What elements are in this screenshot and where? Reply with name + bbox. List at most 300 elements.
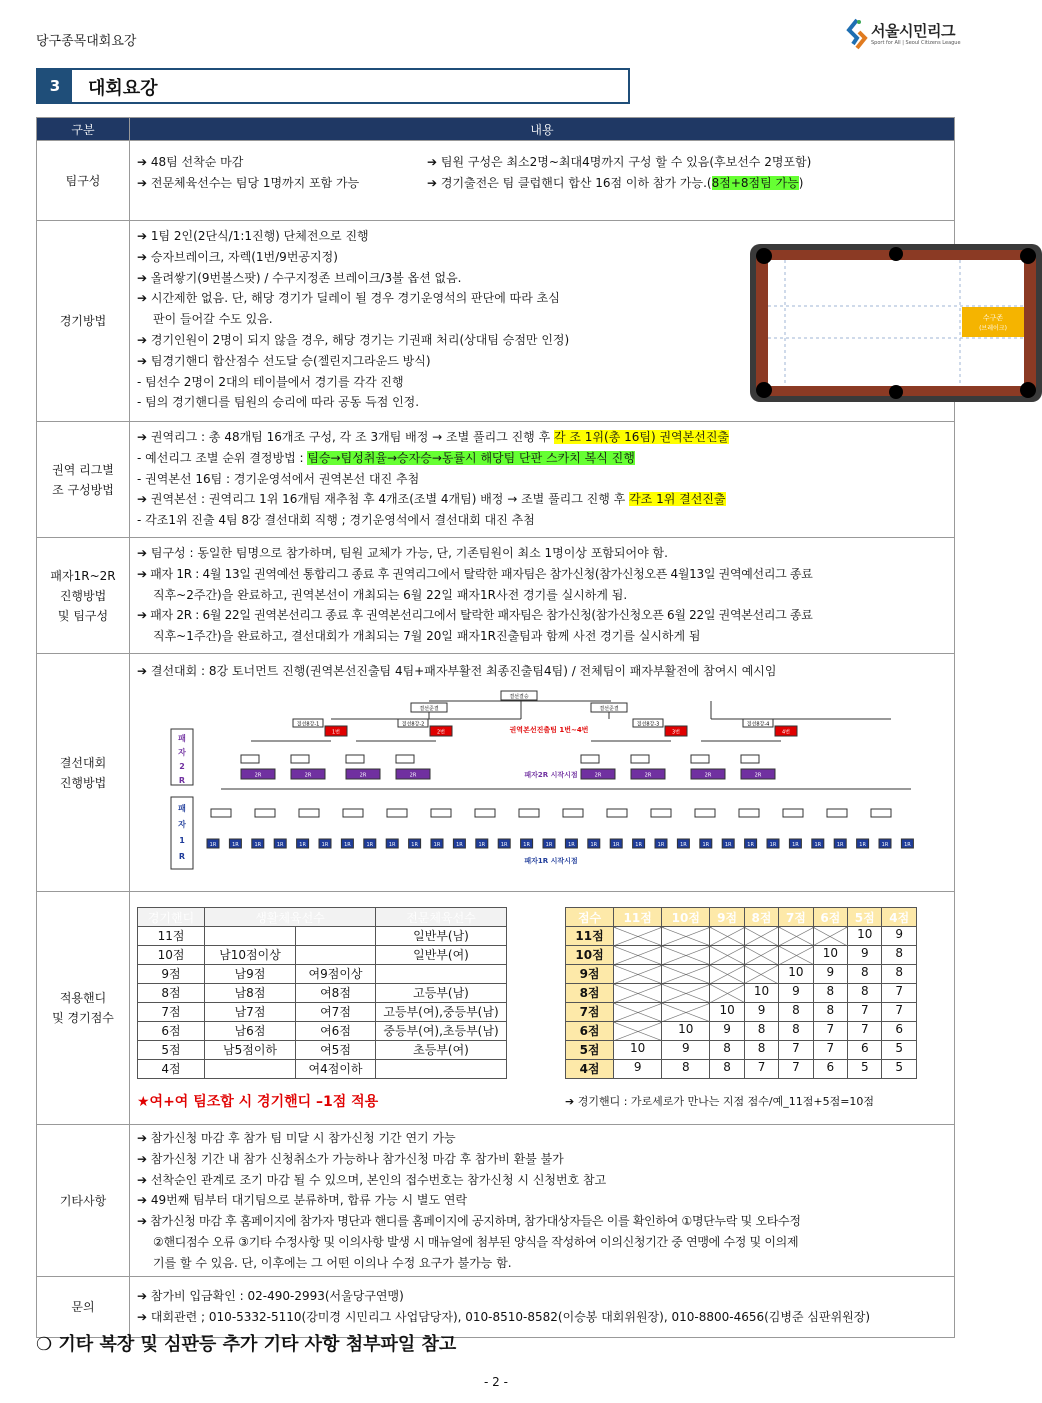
league-line: - 각조1위 진출 4팀 8강 결선대회 직행 ; 경기운영석에서 결선대회 대진 추첨 (137, 513, 535, 528)
score-cell: 7 (848, 1003, 882, 1022)
row-content-final (130, 654, 955, 892)
score-cell: 8 (779, 1022, 813, 1041)
bracket-qf-box-label: 결선8강-1 (296, 721, 320, 728)
league-line: ➔ 권역리그 : 총 48개팀 16개조 구성, 각 조 3개팀 배정 → 조별 풀리그 진행 후 (137, 430, 554, 444)
bracket-1r-box (211, 809, 231, 817)
bracket-2r-box (581, 755, 599, 763)
score-cell-empty (779, 946, 813, 965)
score-cell: 10 (710, 1003, 744, 1022)
score-cell-empty (813, 927, 847, 946)
score-cell-empty (614, 984, 662, 1003)
handicap-cell: 9점 (138, 965, 205, 984)
handicap-cell (376, 965, 507, 984)
bracket-1r-chip-label: 1R (792, 842, 799, 848)
bracket-1r-box (299, 809, 319, 817)
league-line: ➔ 권역본선 : 권역리그 1위 16개팀 재추첨 후 4개조(조별 4개팀) 배정 → 조별 풀리그 진행 후 (137, 492, 630, 507)
score-cell: 9 (848, 946, 882, 965)
team-line-end: ) (798, 175, 804, 190)
bracket-1r-chip-label: 1R (411, 842, 418, 848)
score-cell-empty (710, 984, 744, 1003)
bracket-seed-box-label: 2번 (436, 729, 446, 736)
final-line: ➔ 결선대회 : 8강 토너먼트 진행(권역본선진출팀 4팀+패자부활전 최종진출팀4팀) / 전체팀이 패자부활전에 참여시 예시임 (137, 664, 777, 678)
row-label-revival (37, 538, 130, 654)
bracket-2r-box (396, 755, 414, 763)
side-label-2r: 자 (178, 748, 186, 757)
row-content-method (130, 221, 1007, 422)
handicap-cell: 남7점 (205, 1003, 296, 1022)
score-cell: 6 (813, 1060, 847, 1079)
zone-label: 수구존 (982, 314, 1004, 322)
side-label-1r: R (178, 852, 186, 861)
method-line: ➔ 올려쌓기(9번볼스팟) / 수구지정존 브레이크/3볼 옵션 없음. (137, 270, 462, 285)
team-line: ➔ 48팀 선착순 마감 (137, 155, 244, 169)
bracket-1r-chip-label: 1R (254, 842, 262, 848)
score-row (566, 1060, 917, 1079)
score-header: 9점 (710, 908, 744, 927)
bracket-seed-box-label: 1번 (331, 729, 341, 736)
revival-line: 직후~2주간)을 완료하고, 권역본선이 개최되는 6월 22일 패자1R사전 경기를 실시하게 됨. (153, 587, 628, 602)
tournament-bracket (171, 689, 931, 879)
score-row (566, 1041, 917, 1060)
score-cell-empty (662, 984, 710, 1003)
handicap-row (138, 984, 507, 1003)
score-cell: 9 (710, 1022, 744, 1041)
label-line: 권역 리그별 (52, 462, 114, 477)
side-label-2r: R (178, 776, 186, 785)
bracket-2r-chip-label: 2R (359, 772, 367, 779)
score-cell: 9 (779, 984, 813, 1003)
col-header-content: 내용 (130, 118, 955, 141)
score-cell: 6 (882, 1022, 917, 1041)
bracket-1r-chip-label: 1R (366, 842, 374, 848)
revival-line: ➔ 패자 2R : 6월 22일 권역본선리그 종료 후 권역본선리그에서 탈락한 패자팀은 참가신청(참가신청오픈 6월 22일 권역본선리그 종료 (137, 608, 813, 623)
handicap-cell: 여4점이하 (296, 1060, 376, 1079)
handicap-cell: 남9점 (205, 965, 296, 984)
section-header (36, 68, 630, 104)
zone-sublabel: (브레이크) (979, 325, 1007, 332)
method-line: - 팀선수 2명이 2대의 테이블에서 경기를 각각 진행 (137, 374, 404, 389)
bracket-2r-chip-label: 2R (594, 772, 602, 779)
label-line: 진행방법 (59, 588, 107, 603)
handicap-cell: 8점 (138, 984, 205, 1003)
score-cell: 9 (813, 965, 847, 984)
score-header-row (566, 908, 917, 927)
score-cell: 6 (848, 1041, 882, 1060)
score-cell: 10 (614, 1041, 662, 1060)
score-cell-empty (662, 1003, 710, 1022)
score-cell: 7 (813, 1041, 847, 1060)
score-cell: 5 (882, 1060, 917, 1079)
score-cell-empty (614, 965, 662, 984)
score-cell: 9 (744, 1003, 778, 1022)
bracket-semi-box-label: 결선준결 (419, 706, 439, 712)
handicap-row (138, 1022, 507, 1041)
side-label-2r: 패 (178, 734, 186, 743)
method-line: ➔ 시간제한 없음. 단, 해당 경기가 딜레이 될 경우 경기운영석의 판단에 따라 초심 (137, 291, 560, 306)
bracket-2r-chip-label: 2R (644, 772, 652, 779)
score-cell: 7 (744, 1060, 778, 1079)
score-cell: 5 (882, 1041, 917, 1060)
bracket-2r-box (741, 755, 759, 763)
bracket-1r-chip-label: 1R (276, 842, 284, 848)
bracket-2r-box (241, 755, 259, 763)
team-line: ➔ 경기출전은 팀 클럽핸디 합산 16점 이하 참가 가능.( (427, 175, 712, 190)
score-cell: 9 (662, 1041, 710, 1060)
score-header: 10점 (662, 908, 710, 927)
bracket-1r-chip-label: 1R (568, 842, 575, 848)
highlight-league: 각 조 1위(총 16팀) 권역본선진출 (553, 430, 730, 444)
bracket-1r-box (783, 809, 803, 817)
bracket-1r-chip-label: 1R (635, 842, 642, 848)
handicap-cell: 11점 (138, 927, 205, 946)
score-header: 8점 (744, 908, 778, 927)
bracket-1r-box (519, 809, 539, 817)
handicap-cell: 여7점 (296, 1003, 376, 1022)
etc-line: ➔ 선착순인 관계로 조기 마감 될 수 있으며, 본인의 접수번호는 참가신청 시 신청번호 참고 (137, 1172, 607, 1187)
bracket-2r-chip-label: 2R (254, 772, 262, 779)
row-content-team (130, 141, 955, 221)
bracket-1r-chip-label: 1R (724, 842, 732, 848)
bracket-1r-chip-label: 1R (702, 842, 710, 848)
score-row-header: 9점 (566, 965, 614, 984)
score-cell: 8 (813, 984, 847, 1003)
bracket-2r-chip-label: 2R (704, 772, 712, 779)
bracket-1r-box (475, 809, 495, 817)
highlight-league: 팀승→팀성취율→승자승→동률시 해당팀 단판 스카치 복식 진행 (307, 450, 635, 465)
team-line: ➔ 팀원 구성은 최소2명~최대4명까지 구성 할 수 있음(후보선수 2명포함) (427, 155, 812, 169)
bracket-1r-chip-label: 1R (321, 842, 329, 848)
etc-line: ➔ 49번째 팀부터 대기팀으로 분류하며, 합류 가능 시 별도 연락 (137, 1193, 468, 1208)
bracket-2r-chip-label: 2R (754, 772, 762, 779)
score-cell-empty (662, 965, 710, 984)
score-cell-empty (744, 965, 778, 984)
score-row-header: 11점 (566, 927, 614, 946)
handicap-row (138, 965, 507, 984)
score-row (566, 984, 917, 1003)
handicap-cell: 7점 (138, 1003, 205, 1022)
score-row-header: 7점 (566, 1003, 614, 1022)
label-line: 적용핸디 (59, 991, 107, 1005)
handicap-cell: 남5점이하 (205, 1041, 296, 1060)
score-cell: 10 (779, 965, 813, 984)
logo (845, 18, 965, 54)
bracket-1r-chip-label: 1R (232, 842, 239, 848)
handicap-cell: 남8점 (205, 984, 296, 1003)
score-row-header: 8점 (566, 984, 614, 1003)
score-cell-empty (779, 927, 813, 946)
bracket-1r-box (871, 809, 891, 817)
score-cell-empty (710, 927, 744, 946)
score-cell: 8 (744, 1022, 778, 1041)
bracket-seed-box-label: 3번 (671, 729, 681, 736)
handicap-row (138, 946, 507, 965)
score-cell: 9 (882, 927, 917, 946)
bracket-2r-box (346, 755, 364, 763)
score-cell: 10 (744, 984, 778, 1003)
score-row (566, 1003, 917, 1022)
handicap-cell (296, 946, 376, 965)
highlight-team: 8점+8점팀 가능 (711, 175, 799, 190)
handicap-cell: 5점 (138, 1041, 205, 1060)
logo-text: 서울시민리그 (871, 22, 955, 40)
side-label-1r: 1 (179, 836, 185, 845)
bracket-1r-box (387, 809, 407, 817)
score-cell: 10 (848, 927, 882, 946)
score-cell: 8 (779, 1003, 813, 1022)
handicap-cell: 6점 (138, 1022, 205, 1041)
bracket-1r-chip-label: 1R (657, 842, 665, 848)
handicap-note: ★여+여 팀조합 시 경기핸디 –1점 적용 (137, 1094, 379, 1110)
r2-start-label: 패자2R 시작시점 (524, 771, 578, 779)
score-cell-empty (710, 965, 744, 984)
handicap-row (138, 1060, 507, 1079)
bracket-1r-chip-label: 1R (769, 842, 777, 848)
score-cell: 9 (614, 1060, 662, 1079)
handicap-cell: 여5점 (296, 1041, 376, 1060)
label-line: 결선대회 (59, 755, 107, 770)
score-header: 11점 (614, 908, 662, 927)
score-header: 5점 (848, 908, 882, 927)
side-label-2r: 2 (179, 762, 185, 771)
bracket-1r-box (695, 809, 715, 817)
section-number: 3 (38, 70, 72, 102)
bracket-1r-box (827, 809, 847, 817)
col-header-category: 구분 (37, 118, 130, 141)
score-cell-empty (662, 946, 710, 965)
method-line: ➔ 1팀 2인(2단식/1:1진행) 단체전으로 진행 (137, 229, 369, 243)
seed-note: 권역본선진출팀 1번~4번 (509, 726, 589, 734)
handicap-cell: 초등부(여) (376, 1041, 507, 1060)
score-cell: 8 (882, 965, 917, 984)
r1-start-label: 패자1R 시작시점 (524, 857, 578, 865)
score-cell: 7 (882, 1003, 917, 1022)
score-cell: 7 (813, 1022, 847, 1041)
score-cell-empty (744, 927, 778, 946)
score-cell-empty (614, 1003, 662, 1022)
score-cell: 7 (779, 1041, 813, 1060)
handicap-cell: 고등부(여),중등부(남) (376, 1003, 507, 1022)
footer-note: ❍ 기타 복장 및 심판등 추가 기타 사항 첨부파일 참고 (36, 1334, 457, 1355)
handicap-table (137, 907, 507, 1079)
row-content-league (130, 422, 955, 538)
score-cell: 5 (848, 1060, 882, 1079)
method-line: ➔ 경기인원이 2명이 되지 않을 경우, 해당 경기는 기권패 처리(상대팀 승점만 인정) (137, 332, 570, 347)
etc-line: 기를 할 수 있음. 단, 이후에는 그 어떤 이의나 수정 요구가 불가능 함. (153, 1255, 512, 1270)
score-cell: 8 (813, 1003, 847, 1022)
score-cell: 7 (848, 1022, 882, 1041)
score-cell-empty (710, 946, 744, 965)
score-cell: 8 (744, 1041, 778, 1060)
logo-subtitle: Sport for All | Seoul Citizens League (871, 40, 961, 46)
bracket-1r-box (651, 809, 671, 817)
score-table (565, 907, 917, 1079)
label-line: 진행방법 (59, 775, 107, 790)
tournament-table (36, 117, 1007, 1338)
method-line: ➔ 승자브레이크, 자렉(1번/9번공지정) (137, 249, 338, 264)
score-cell-empty (662, 927, 710, 946)
bracket-1r-box (255, 809, 275, 817)
bracket-1r-chip-label: 1R (299, 842, 306, 848)
label-line: 패자1R~2R (50, 568, 116, 583)
score-header: 점수 (566, 908, 614, 927)
etc-line: ➔ 참가신청 마감 후 참가 팀 미달 시 참가신청 기간 연기 가능 (137, 1131, 456, 1145)
handicap-cell: 10점 (138, 946, 205, 965)
handicap-row (138, 1041, 507, 1060)
row-label-contact: 문의 (37, 1277, 130, 1338)
score-row-header: 10점 (566, 946, 614, 965)
handicap-cell (376, 1060, 507, 1079)
bracket-1r-chip-label: 1R (814, 842, 822, 848)
bracket-2r-chip-label: 2R (304, 772, 312, 779)
bracket-qf-box-label: 결선8강-4 (746, 721, 770, 728)
pool-table-diagram (750, 244, 1042, 402)
bracket-1r-chip-label: 1R (881, 842, 889, 848)
score-header: 6점 (813, 908, 847, 927)
score-row (566, 946, 917, 965)
row-content-etc (130, 1125, 955, 1277)
handicap-cell (296, 927, 376, 946)
handicap-cell (205, 927, 296, 946)
bracket-1r-chip-label: 1R (545, 842, 553, 848)
handicap-cell: 남10점이상 (205, 946, 296, 965)
bracket-2r-box (631, 755, 649, 763)
handicap-cell (205, 1060, 296, 1079)
bracket-1r-chip-label: 1R (500, 842, 508, 848)
bracket-1r-chip-label: 1R (523, 842, 530, 848)
row-label-league (37, 422, 130, 538)
score-cell-empty (614, 946, 662, 965)
handicap-cell: 고등부(남) (376, 984, 507, 1003)
handicap-cell: 중등부(여),초등부(남) (376, 1022, 507, 1041)
bracket-1r-chip-label: 1R (680, 842, 687, 848)
handicap-cell: 일반부(여) (376, 946, 507, 965)
bracket-1r-chip-label: 1R (904, 842, 911, 848)
handicap-header: 생활체육선수 (205, 908, 376, 927)
method-line: - 팀의 경기핸디를 팀원의 승리에 따라 공동 득점 인정. (137, 395, 420, 410)
score-header: 4점 (882, 908, 917, 927)
bracket-1r-chip-label: 1R (859, 842, 866, 848)
league-line: - 예선리그 조별 순위 결정방법 : (137, 450, 308, 465)
score-cell: 8 (710, 1041, 744, 1060)
score-row-header: 5점 (566, 1041, 614, 1060)
contact-line: ➔ 참가비 입금확인 : 02-490-2993(서울당구연맹) (137, 1289, 404, 1303)
bracket-1r-box (343, 809, 363, 817)
bracket-1r-chip-label: 1R (433, 842, 441, 848)
score-cell-empty (614, 1022, 662, 1041)
handicap-row (138, 1003, 507, 1022)
handicap-cell: 남6점 (205, 1022, 296, 1041)
bracket-qf-box-label: 결선8강-3 (636, 721, 660, 728)
score-row-header: 6점 (566, 1022, 614, 1041)
score-cell: 8 (710, 1060, 744, 1079)
handicap-cell: 일반부(남) (376, 927, 507, 946)
bracket-1r-box (431, 809, 451, 817)
row-label-etc: 기타사항 (37, 1125, 130, 1277)
score-row (566, 1022, 917, 1041)
handicap-cell: 4점 (138, 1060, 205, 1079)
label-line: 및 경기점수 (52, 1011, 114, 1025)
score-cell-empty (744, 946, 778, 965)
score-cell-empty (614, 927, 662, 946)
bracket-1r-box (739, 809, 759, 817)
bracket-2r-box (691, 755, 709, 763)
score-note: ➔ 경기핸디 : 가로세로가 만나는 지점 점수/예_11점+5점=10점 (565, 1095, 875, 1108)
bracket-1r-chip-label: 1R (836, 842, 844, 848)
revival-line: ➔ 패자 1R : 4월 13일 권역예선 통합리그 종료 후 권역리그에서 탈락한 패자팀은 참가신청(참가신청오픈 4월13일 권역예선리그 종료 (137, 566, 813, 581)
score-cell: 7 (882, 984, 917, 1003)
handicap-cell: 여6점 (296, 1022, 376, 1041)
handicap-cell: 여8점 (296, 984, 376, 1003)
bracket-1r-chip-label: 1R (209, 842, 217, 848)
bracket-1r-chip-label: 1R (388, 842, 396, 848)
handicap-row (138, 927, 507, 946)
bracket-1r-chip-label: 1R (612, 842, 620, 848)
league-line: - 권역본선 16팀 : 경기운영석에서 권역본선 대진 추첨 (137, 471, 420, 486)
score-header: 7점 (779, 908, 813, 927)
bracket-qf-box-label: 결선8강-2 (401, 721, 425, 728)
page-number: - 2 - (484, 1375, 508, 1389)
bracket-1r-chip-label: 1R (344, 842, 351, 848)
etc-line: ②핸디점수 오류 ③기타 수정사항 및 이의사항 발생 시 매뉴얼에 첨부된 양식을 작성하여 이의신청기간 중 연맹에 수정 및 이의제 (153, 1234, 799, 1249)
contact-line: ➔ 대회관련 ; 010-5332-5110(강미경 시민리그 사업담당자), 010-8510-8582(이승봉 대회위원장), 010-8800-4656(김병준 심판위원장) (137, 1309, 871, 1324)
score-cell: 10 (662, 1022, 710, 1041)
bracket-1r-chip-label: 1R (747, 842, 754, 848)
score-cell: 8 (848, 965, 882, 984)
etc-line: ➔ 참가신청 마감 후 홈페이지에 참가자 명단과 핸디를 홈페이지에 공지하며, 참가대상자들은 이를 확인하여 ①명단누락 및 오타수정 (137, 1214, 801, 1229)
score-cell: 10 (813, 946, 847, 965)
score-cell: 8 (882, 946, 917, 965)
method-line: ➔ 팀경기핸디 합산점수 선도달 승(젤린지그라운드 방식) (137, 353, 431, 368)
highlight-league: 각조 1위 결선진출 (629, 492, 726, 507)
label-line: 및 팀구성 (57, 608, 109, 623)
score-row (566, 927, 917, 946)
row-label-method: 경기방법 (37, 221, 130, 422)
bracket-seed-box-label: 4번 (781, 729, 791, 736)
bracket-2r-chip-label: 2R (409, 772, 417, 779)
handicap-header: 전문체육선수 (376, 908, 507, 927)
method-line: 판이 들어갈 수도 있음. (153, 312, 273, 327)
handicap-header: 경기핸디 (138, 908, 205, 927)
bracket-1r-chip-label: 1R (456, 842, 463, 848)
revival-line: 직후~1주간)을 완료하고, 결선대회가 개최되는 7월 20일 패자1R진출팀과 함께 사전 경기를 실시하게 됨 (153, 629, 701, 644)
bracket-1r-box (607, 809, 627, 817)
row-content-handicap (130, 892, 955, 1125)
section-title: 대회요강 (88, 78, 158, 99)
label-line: 조 구성방법 (52, 482, 114, 497)
bracket-1r-chip-label: 1R (590, 842, 598, 848)
row-content-contact (130, 1277, 955, 1338)
bracket-final-box-label: 결선결승 (509, 694, 529, 700)
score-cell: 8 (662, 1060, 710, 1079)
score-cell: 7 (779, 1060, 813, 1079)
revival-line: ➔ 팀구성 : 동일한 팀명으로 참가하며, 팀원 교체가 가능, 단, 기존팀원이 최소 1명이상 포함되어야 함. (137, 546, 668, 560)
score-row (566, 965, 917, 984)
handicap-cell: 여9점이상 (296, 965, 376, 984)
team-line: ➔ 전문체육선수는 팀당 1명까지 포함 가능 (137, 175, 360, 190)
score-cell: 8 (848, 984, 882, 1003)
row-label-team: 팀구성 (37, 141, 130, 221)
bracket-semi-box-label: 결선준결 (599, 706, 619, 712)
bracket-1r-box (563, 809, 583, 817)
side-label-1r: 패 (178, 804, 186, 813)
row-label-handicap (37, 892, 130, 1125)
bracket-1r-chip-label: 1R (478, 842, 486, 848)
side-label-1r: 자 (178, 820, 186, 829)
etc-line: ➔ 참가신청 기간 내 참가 신청취소가 가능하나 참가신청 마감 후 참가비 환불 불가 (137, 1151, 564, 1166)
document-title: 당구종목대회요강 (36, 34, 137, 49)
row-label-final (37, 654, 130, 892)
row-content-revival (130, 538, 955, 654)
